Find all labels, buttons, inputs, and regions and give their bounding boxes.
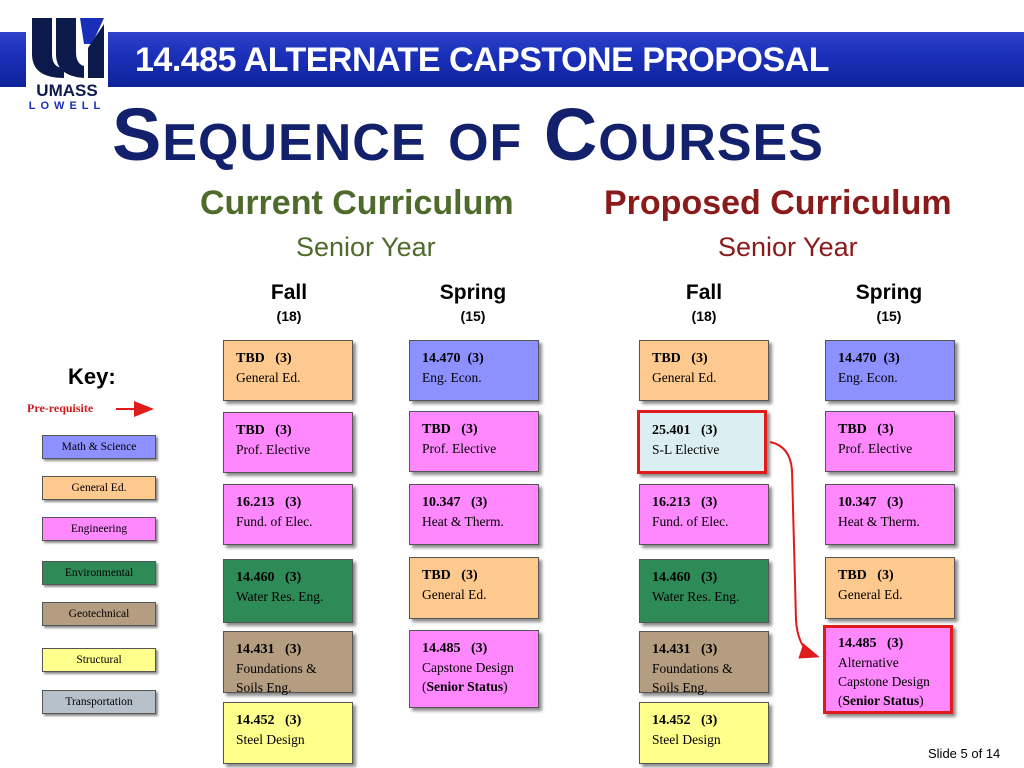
course-status: (Senior Status) [422, 679, 508, 694]
page-title: Sequence of Courses [112, 93, 824, 176]
course-name: Water Res. Eng. [652, 589, 740, 604]
course-code: 16.213 (3) [236, 495, 302, 510]
current-fall-label: Fall [270, 281, 308, 304]
course-code: 10.347 (3) [422, 495, 488, 510]
key-structural: Structural [42, 648, 156, 672]
course-code: TBD (3) [838, 568, 894, 583]
logo-umass-text: UMASS [26, 82, 108, 100]
course-name-line2: Soils Eng. [652, 680, 708, 695]
proposed-fall-label: Fall [685, 281, 723, 304]
course-name: General Ed. [838, 587, 903, 602]
course-name: Fund. of Elec. [236, 514, 313, 529]
course-name: Fund. of Elec. [652, 514, 729, 529]
logo-lowell-text: LOWELL [26, 100, 108, 112]
course-name: Prof. Elective [838, 441, 913, 456]
course-code: 14.485 (3) [838, 636, 904, 651]
course-code: 14.431 (3) [652, 642, 718, 657]
course-name-line2: Capstone Design [838, 674, 930, 689]
course-name: Water Res. Eng. [236, 589, 324, 604]
course-name: Heat & Therm. [838, 514, 920, 529]
course-name-line2: Soils Eng. [236, 680, 292, 695]
course-name: Alternative [838, 655, 899, 670]
banner-title: 14.485 ALTERNATE CAPSTONE PROPOSAL [135, 41, 829, 79]
proposed-spring-label: Spring [855, 281, 923, 304]
course-code: TBD (3) [236, 351, 292, 366]
current-senior-year: Senior Year [296, 232, 436, 262]
course-name: Eng. Econ. [838, 370, 898, 385]
course-code: 14.485 (3) [422, 641, 488, 656]
course-code: 14.470 (3) [838, 351, 900, 366]
senior-status-text: Senior Status [426, 679, 504, 694]
course-name: Prof. Elective [236, 442, 311, 457]
course-name: Steel Design [652, 732, 721, 747]
course-name: Foundations & [652, 661, 733, 676]
proposed-senior-year: Senior Year [718, 232, 858, 262]
course-code: 14.452 (3) [236, 713, 302, 728]
current-fall-credits: (18) [276, 308, 302, 324]
course-code: TBD (3) [652, 351, 708, 366]
proposed-spring-credits: (15) [876, 308, 902, 324]
current-curriculum-heading: Current Curriculum [200, 184, 514, 222]
prerequisite-label: Pre-requisite [27, 401, 94, 415]
current-spring-label: Spring [439, 281, 507, 304]
course-name: S-L Elective [652, 442, 720, 457]
key-title: Key: [68, 364, 116, 389]
course-name: Steel Design [236, 732, 305, 747]
course-name: General Ed. [652, 370, 717, 385]
proposed-fall-credits: (18) [691, 308, 717, 324]
course-code: 16.213 (3) [652, 495, 718, 510]
key-geotechnical: Geotechnical [42, 602, 156, 626]
course-code: 14.452 (3) [652, 713, 718, 728]
course-code: TBD (3) [236, 423, 292, 438]
key-environmental: Environmental [42, 561, 156, 585]
prerequisite-connector-arrow [770, 442, 816, 656]
slide-number: Slide 5 of 14 [928, 746, 1001, 761]
course-name: General Ed. [236, 370, 301, 385]
course-code: 25.401 (3) [652, 423, 718, 438]
course-code: TBD (3) [838, 422, 894, 437]
course-status: (Senior Status) [838, 693, 924, 708]
senior-status-text: Senior Status [842, 693, 920, 708]
key-general-ed: General Ed. [42, 476, 156, 500]
course-code: TBD (3) [422, 568, 478, 583]
course-code: TBD (3) [422, 422, 478, 437]
course-name: Prof. Elective [422, 441, 497, 456]
course-code: 14.460 (3) [652, 570, 718, 585]
course-name: Eng. Econ. [422, 370, 482, 385]
course-code: 10.347 (3) [838, 495, 904, 510]
current-spring-credits: (15) [460, 308, 486, 324]
key-engineering: Engineering [42, 517, 156, 541]
proposed-curriculum-heading: Proposed Curriculum [604, 184, 952, 222]
course-name: Foundations & [236, 661, 317, 676]
course-code: 14.460 (3) [236, 570, 302, 585]
key-transportation: Transportation [42, 690, 156, 714]
course-name: General Ed. [422, 587, 487, 602]
course-code: 14.431 (3) [236, 642, 302, 657]
course-name: Capstone Design [422, 660, 514, 675]
course-code: 14.470 (3) [422, 351, 484, 366]
course-name: Heat & Therm. [422, 514, 504, 529]
key-math-science: Math & Science [42, 435, 156, 459]
